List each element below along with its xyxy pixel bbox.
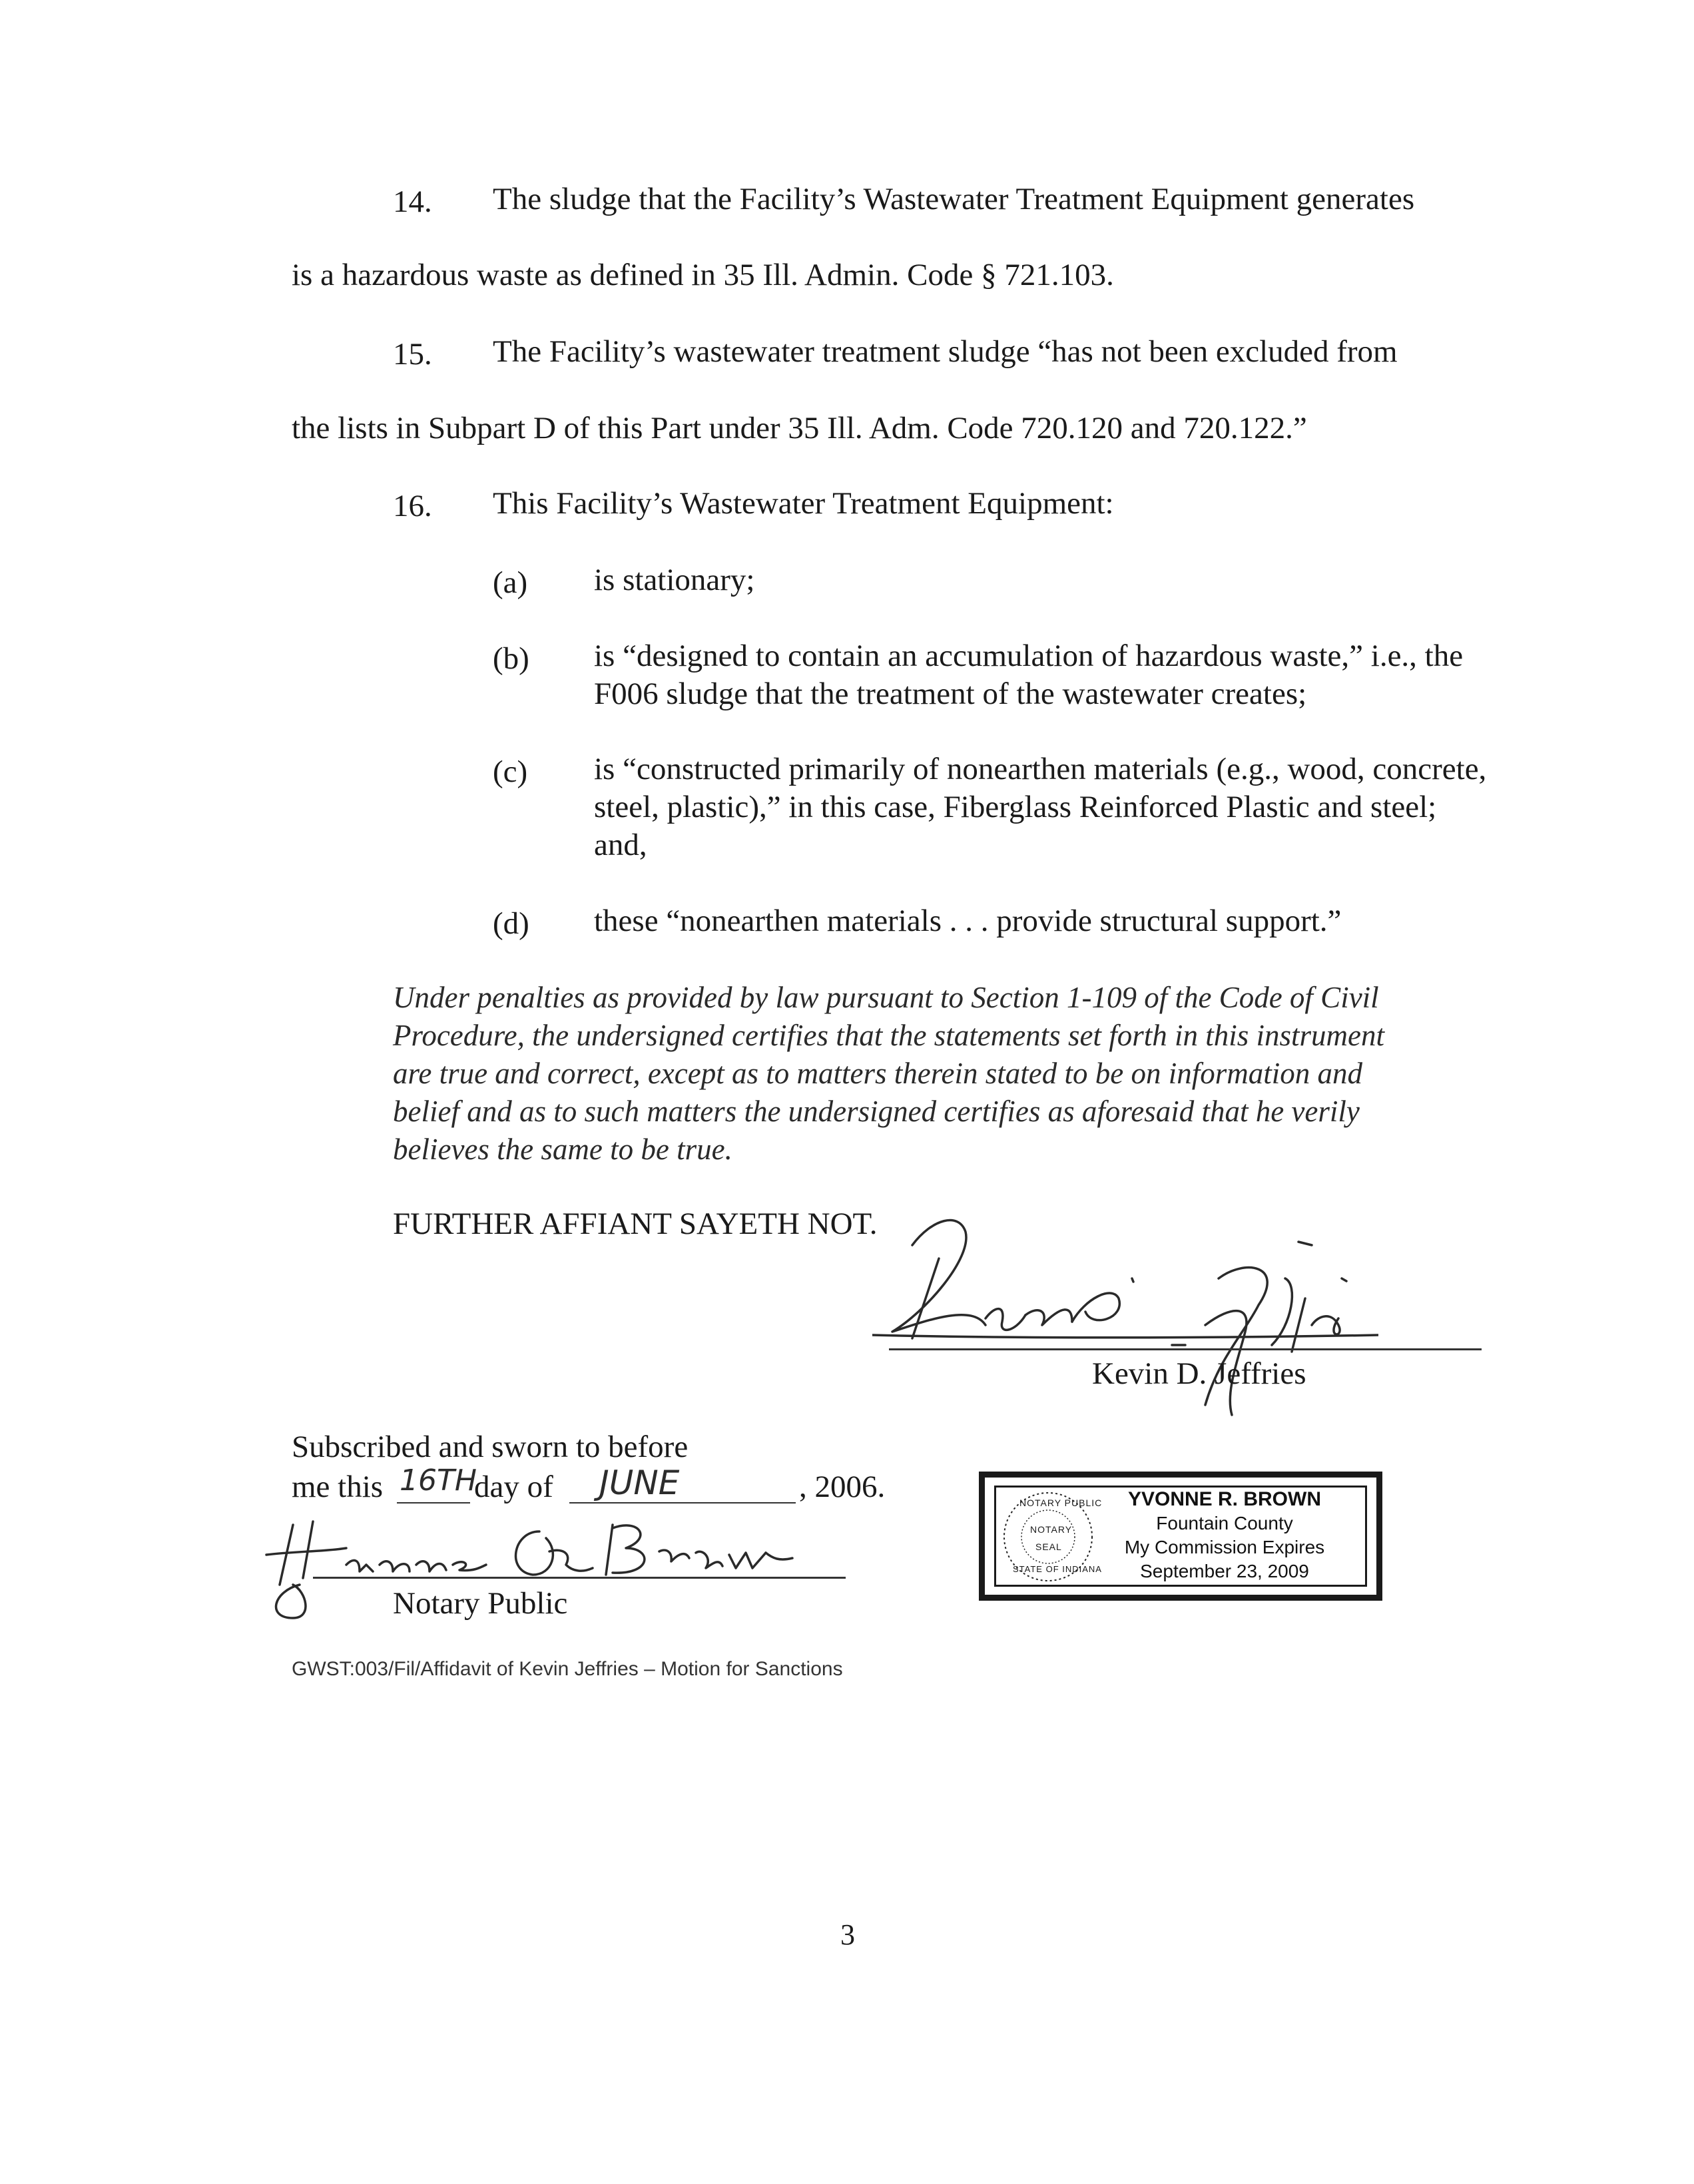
notary-public-label: Notary Public xyxy=(393,1586,568,1621)
subitem-d-text: these “nonearthen materials . . . provide structural support.” xyxy=(594,904,1342,938)
affiant-signature xyxy=(872,1205,1378,1425)
notary-stamp xyxy=(979,1472,1382,1601)
affiant-signature-line xyxy=(889,1348,1482,1350)
stamp-notary-name: YVONNE R. BROWN xyxy=(1127,1488,1321,1510)
paragraph-15-line2: the lists in Subpart D of this Part under 35 Ill. Adm. Code 720.120 and 720.122.” xyxy=(292,411,1307,445)
subitem-c-text: is “constructed primarily of nonearthen materials (e.g., wood, concrete, steel, plastic),” in this case, Fiberglass Reinforced Plastic and steel; and, xyxy=(594,752,1487,862)
jurat-month-value: JUNE xyxy=(599,1464,680,1502)
paragraph-15-number: 15. xyxy=(393,337,432,372)
jurat-year: , 2006. xyxy=(799,1470,886,1504)
seal-mid1-text: NOTARY xyxy=(1030,1524,1073,1535)
jurat-line1: Subscribed and sworn to before xyxy=(292,1430,689,1464)
paragraph-15-line1: The Facility’s wastewater treatment sludge “has not been excluded from xyxy=(493,334,1398,369)
stamp-commission: My Commission Expires xyxy=(1124,1537,1325,1557)
certification-statement: Under penalties as provided by law pursuant to Section 1-109 of the Code of Civil Procedure, the undersigned certifies that the statements set forth in this instrument are true and correct, except as to matters therein stated to be on information and belief and as to such matters the undersigned certifies as aforesaid that he verily believes the same to be true. xyxy=(393,981,1384,1166)
paragraph-14-line1: The sludge that the Facility’s Wastewater Treatment Equipment generates xyxy=(493,182,1415,216)
seal-mid2-text: SEAL xyxy=(1035,1541,1062,1552)
notary-signature-line xyxy=(313,1577,846,1579)
subitem-d-label: (d) xyxy=(493,906,529,941)
subitem-c-label: (c) xyxy=(493,754,528,789)
paragraph-16-line1: This Facility’s Wastewater Treatment Equipment: xyxy=(493,486,1114,521)
stamp-county: Fountain County xyxy=(1156,1513,1293,1533)
page-number: 3 xyxy=(840,1918,855,1951)
further-affiant-statement: FURTHER AFFIANT SAYETH NOT. xyxy=(393,1207,878,1241)
jurat-day-value: 16TH xyxy=(400,1464,477,1498)
paragraph-14-line2: is a hazardous waste as defined in 35 Ill. Admin. Code § 721.103. xyxy=(292,258,1114,292)
seal-bottom-text: STATE OF INDIANA xyxy=(1013,1564,1102,1574)
jurat-me-this: me this xyxy=(292,1470,384,1504)
affiant-name: Kevin D. Jeffries xyxy=(1092,1356,1306,1391)
paragraph-16-number: 16. xyxy=(393,489,432,523)
jurat-day-of: day of xyxy=(474,1470,553,1504)
subitem-b-text: is “designed to contain an accumulation of hazardous waste,” i.e., the F006 sludge that the treatment of the wastewater creates; xyxy=(594,639,1464,711)
jurat-day-underline xyxy=(397,1502,470,1503)
subitem-b-label: (b) xyxy=(493,641,529,676)
document-reference: GWST:003/Fil/Affidavit of Kevin Jeffries – Motion for Sanctions xyxy=(292,1658,843,1680)
paragraph-14-number: 14. xyxy=(393,184,432,219)
stamp-expiration: September 23, 2009 xyxy=(1140,1561,1309,1581)
seal-top-text: NOTARY PUBLIC xyxy=(1019,1498,1103,1508)
subitem-a-text: is stationary; xyxy=(594,563,755,597)
jurat-month-underline xyxy=(569,1502,796,1503)
subitem-a-label: (a) xyxy=(493,565,528,600)
